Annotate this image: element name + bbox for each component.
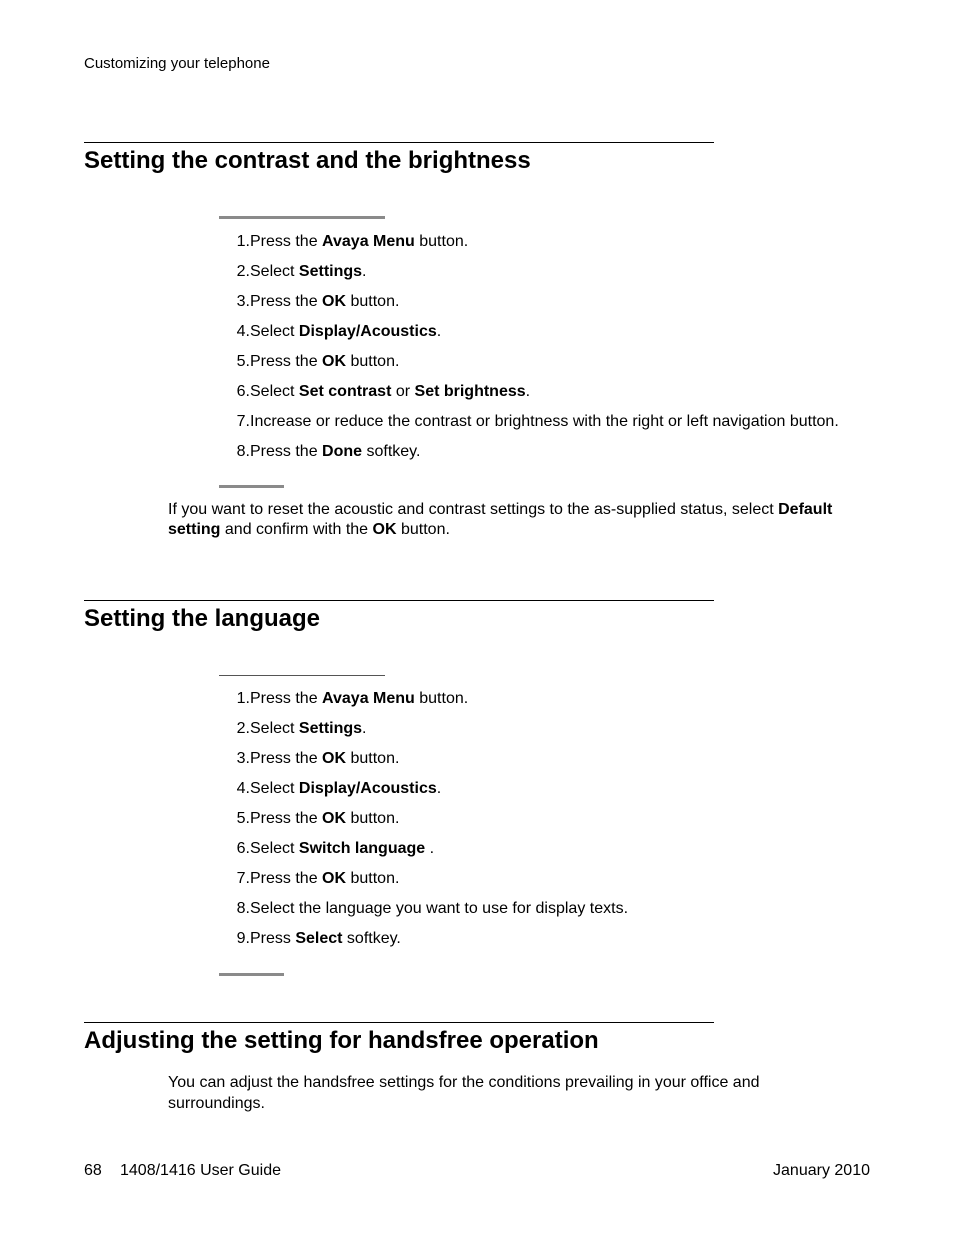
step-text: Select Display/Acoustics. — [250, 780, 442, 797]
step-text: Press the OK button. — [250, 810, 400, 827]
step-text: Press the OK button. — [250, 293, 400, 310]
reset-note: If you want to reset the acoustic and contrast settings to the as-supplied status, select Default setting and confirm with the OK button. — [168, 501, 833, 538]
handsfree-paragraph: You can adjust the handsfree settings for the conditions prevailing in your office and surroundings. — [168, 1074, 760, 1112]
list-item — [219, 749, 400, 779]
step-number: 4. — [236, 780, 250, 797]
step-number: 2. — [236, 720, 250, 737]
step-number: 3. — [236, 293, 250, 310]
procedure-start-rule — [219, 675, 385, 676]
step-number: 7. — [236, 870, 250, 887]
step-text: Press the Done softkey. — [250, 443, 421, 460]
list-item — [219, 442, 421, 472]
step-number: 8. — [236, 900, 250, 917]
step-text: Select the language you want to use for display texts. — [250, 900, 629, 917]
step-text: Press the OK button. — [250, 870, 400, 887]
step-number: 5. — [236, 353, 250, 370]
list-item — [219, 839, 435, 869]
list-item — [219, 382, 531, 412]
list-item — [219, 929, 401, 959]
step-text: Select Settings. — [250, 263, 367, 280]
list-item — [219, 352, 400, 382]
step-text: Increase or reduce the contrast or brightness with the right or left navigation button. — [250, 413, 839, 430]
document-title: 1408/1416 User Guide — [120, 1162, 281, 1179]
list-item — [219, 869, 400, 899]
section-title-language: Setting the language — [84, 605, 321, 632]
step-number: 3. — [236, 750, 250, 767]
step-number: 5. — [236, 810, 250, 827]
list-item — [219, 779, 442, 809]
step-number: 2. — [236, 263, 250, 280]
step-number: 4. — [236, 323, 250, 340]
page-number: 68 — [84, 1162, 102, 1179]
procedure-end-bar — [219, 485, 284, 488]
section-title-contrast: Setting the contrast and the brightness — [84, 147, 531, 174]
list-item — [219, 809, 400, 839]
section-title-handsfree: Adjusting the setting for handsfree operation — [84, 1027, 599, 1054]
list-item — [219, 719, 367, 749]
procedure-start-bar — [219, 216, 385, 219]
step-text: Press the OK button. — [250, 353, 400, 370]
step-number: 8. — [236, 443, 250, 460]
step-text: Select Set contrast or Set brightness. — [250, 383, 531, 400]
footer-date: January 2010 — [773, 1162, 870, 1179]
list-item — [219, 292, 400, 322]
page-footer-left — [84, 1161, 281, 1181]
contrast-steps-list — [219, 232, 839, 472]
step-number: 9. — [236, 930, 250, 947]
step-text: Press the OK button. — [250, 750, 400, 767]
list-item — [219, 689, 469, 719]
step-number: 1. — [236, 233, 250, 250]
step-number: 7. — [236, 413, 250, 430]
list-item — [219, 232, 469, 262]
list-item — [219, 412, 839, 442]
step-text: Press Select softkey. — [250, 930, 401, 947]
step-text: Select Settings. — [250, 720, 367, 737]
language-steps-list — [219, 689, 629, 959]
step-text: Press the Avaya Menu button. — [250, 690, 469, 707]
step-text: Press the Avaya Menu button. — [250, 233, 469, 250]
procedure-end-bar — [219, 973, 284, 976]
section-divider — [84, 1022, 714, 1023]
list-item — [219, 262, 367, 292]
step-text: Select Switch language . — [250, 840, 435, 857]
step-number: 6. — [236, 840, 250, 857]
section-divider — [84, 600, 714, 601]
step-number: 6. — [236, 383, 250, 400]
list-item — [219, 322, 442, 352]
section-divider — [84, 142, 714, 143]
running-header: Customizing your telephone — [84, 55, 270, 72]
step-number: 1. — [236, 690, 250, 707]
step-text: Select Display/Acoustics. — [250, 323, 442, 340]
list-item — [219, 899, 629, 929]
